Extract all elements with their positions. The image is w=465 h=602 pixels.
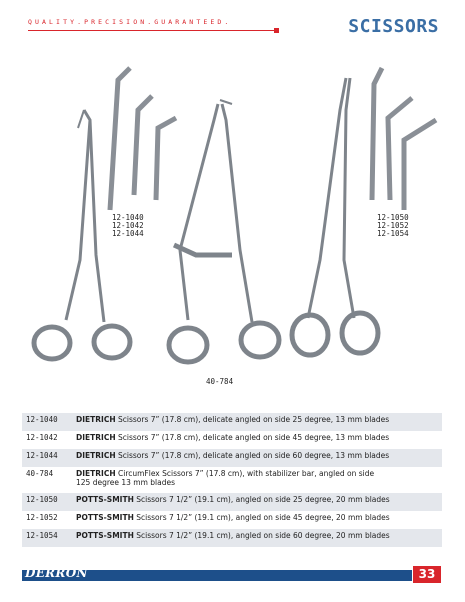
product-description [72, 467, 442, 493]
circumflex-scissors-image [169, 100, 279, 362]
figure-code: 12-1040 [112, 213, 144, 222]
product-description [72, 493, 442, 511]
table-row [22, 511, 442, 529]
product-code: 12-1044 [26, 451, 58, 460]
product-name: DIETRICH [76, 415, 116, 424]
product-detail: Scissors 7” (17.8 cm), delicate angled on side 45 degree, 13 mm blades [118, 433, 390, 442]
product-code: 12-1050 [26, 495, 58, 504]
figure-code: 12-1054 [377, 229, 409, 238]
tagline-rule [28, 30, 278, 31]
page-title: SCISSORS [348, 16, 439, 37]
figure-codes-center [206, 378, 233, 386]
product-code: 40-784 [26, 469, 54, 478]
dietrich-blade-details [110, 68, 176, 210]
product-name: DIETRICH [76, 433, 116, 442]
figure-codes-right [377, 214, 409, 238]
product-name: DIETRICH [76, 451, 116, 460]
product-description [72, 529, 442, 547]
table-row [22, 449, 442, 467]
product-name: POTTS-SMITH [76, 531, 134, 540]
product-detail: Scissors 7” (17.8 cm), delicate angled on side 25 degree, 13 mm blades [118, 415, 390, 424]
table-row [22, 493, 442, 511]
product-description [72, 449, 442, 467]
tagline-rule-end [274, 28, 279, 33]
tagline: QUALITY.PRECISION.GUARANTEED. [28, 18, 232, 26]
product-code: 12-1042 [26, 433, 58, 442]
product-description [72, 413, 442, 431]
product-code: 12-1054 [26, 531, 58, 540]
table-row [22, 467, 442, 493]
product-detail: CircumFlex Scissors 7” (17.8 cm), with stabilizer bar, angled on side [118, 469, 375, 478]
figure-code: 12-1052 [377, 221, 409, 230]
table-row [22, 413, 442, 431]
product-description [72, 511, 442, 529]
product-name: POTTS-SMITH [76, 513, 134, 522]
product-detail: Scissors 7 1/2” (19.1 cm), angled on side 60 degree, 20 mm blades [136, 531, 390, 540]
potts-smith-scissors-image [292, 78, 378, 355]
product-code: 12-1040 [26, 415, 58, 424]
figure-codes-left [112, 214, 144, 238]
figure-code: 40-784 [206, 377, 234, 386]
product-detail: Scissors 7 1/2” (19.1 cm), angled on side 25 degree, 20 mm blades [136, 495, 390, 504]
figure-code: 12-1050 [377, 213, 409, 222]
table-row [22, 529, 442, 547]
product-detail: Scissors 7” (17.8 cm), delicate angled on side 60 degree, 13 mm blades [118, 451, 390, 460]
product-detail-continued: 125 degree 13 mm blades [76, 478, 176, 487]
product-code: 12-1052 [26, 513, 58, 522]
product-name: DIETRICH [76, 469, 116, 478]
page-number: 33 [413, 566, 441, 583]
figure-code: 12-1044 [112, 229, 144, 238]
table-row [22, 431, 442, 449]
product-description [72, 431, 442, 449]
potts-smith-blade-details [372, 68, 436, 210]
product-name: POTTS-SMITH [76, 495, 134, 504]
product-table [22, 413, 442, 547]
product-detail: Scissors 7 1/2” (19.1 cm), angled on side 45 degree, 20 mm blades [136, 513, 390, 522]
figure-code: 12-1042 [112, 221, 144, 230]
brand-logo: DERRON [25, 566, 88, 580]
